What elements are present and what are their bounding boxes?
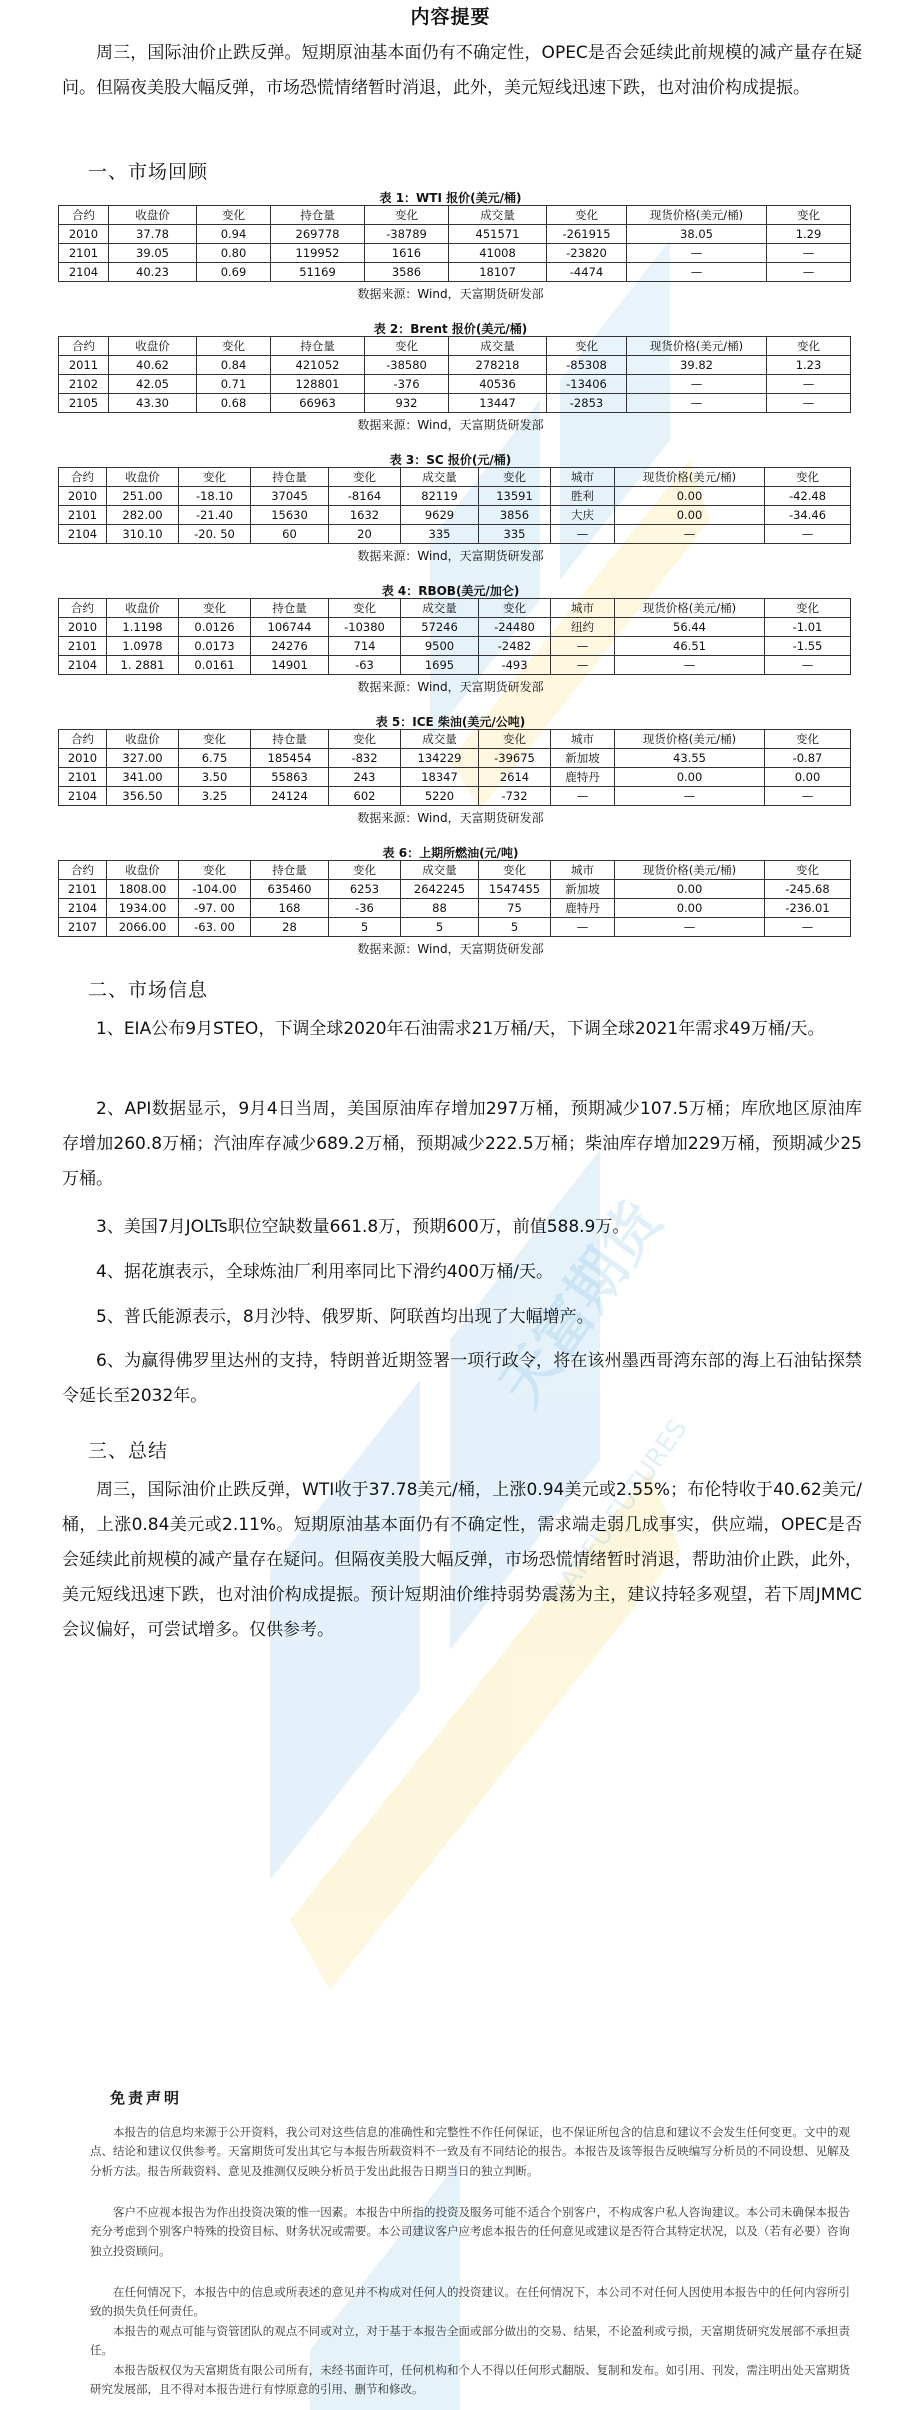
table-header-cell: 变化	[479, 468, 551, 487]
table-header-cell: 变化	[197, 337, 271, 356]
table-cell: 1.1198	[107, 618, 179, 637]
table-cell: 40.62	[109, 356, 197, 375]
table-cell: 5	[401, 918, 479, 937]
table-header-cell: 成交量	[401, 730, 479, 749]
table-cell: 20	[329, 525, 401, 544]
table-cell: 310.10	[107, 525, 179, 544]
table-cell: -0.87	[765, 749, 851, 768]
info-item-6: 6、为赢得佛罗里达州的支持，特朗普近期签署一项行政令，将在该州墨西哥湾东部的海上石油钻探禁令延长至2032年。	[62, 1351, 862, 1406]
table-source-rbob: 数据来源：Wind，天富期货研发部	[357, 680, 544, 694]
table-cell: —	[627, 263, 767, 282]
info-item-5: 5、普氏能源表示，8月沙特、俄罗斯、阿联酋均出现了大幅增产。	[96, 1307, 594, 1327]
table-cell: 2101	[59, 768, 107, 787]
table-cell: 0.68	[197, 394, 271, 413]
table-cell: 278218	[449, 356, 547, 375]
table-cell: —	[551, 637, 615, 656]
table-cell: -376	[365, 375, 449, 394]
table-cell: 2010	[59, 749, 107, 768]
table-header-cell: 变化	[479, 599, 551, 618]
table-cell: —	[551, 525, 615, 544]
table-cell: 41008	[449, 244, 547, 263]
table-header-cell: 变化	[329, 730, 401, 749]
table-header-cell: 城市	[551, 599, 615, 618]
watermark-brand-en: TIANFU FUTURES	[541, 1414, 694, 1615]
table-cell: —	[627, 244, 767, 263]
table-header-cell: 合约	[59, 599, 107, 618]
table-header-cell: 现货价格(美元/桶)	[627, 337, 767, 356]
table-cell: -38789	[365, 225, 449, 244]
table-header-cell: 成交量	[449, 337, 547, 356]
table-caption-brent: 表 2：Brent 报价(美元/桶)	[373, 322, 528, 336]
table-header-cell: 收盘价	[107, 599, 179, 618]
table-header-cell: 城市	[551, 861, 615, 880]
table-cell: 鹿特丹	[551, 899, 615, 918]
conclusion-paragraph: 周三，国际油价止跌反弹，WTI收于37.78美元/桶，上涨0.94美元或2.55%；布伦特收于40.62美元/桶，上涨0.84美元或2.11%。短期原油基本面仍有不确定性，需求端走弱几成事实，供应端，OPEC是否会延续此前规模的减产量存在疑问。但隔夜美股大幅反弹，市场恐慌情绪暂时消退，帮助油价止跌，此外，美元短线迅速下跌，也对油价构成提振。预计短期油价维持弱势震荡为主，建议持轻多观望，若下周JMMC会议偏好，可尝试增多。仅供参考。	[62, 1480, 862, 1640]
table-cell: -2482	[479, 637, 551, 656]
table-cell: 1. 2881	[107, 656, 179, 675]
table-header-cell: 持仓量	[271, 337, 365, 356]
table-ice	[58, 729, 851, 806]
table-header-cell: 变化	[547, 337, 627, 356]
table-cell: -245.68	[765, 880, 851, 899]
table-cell: 43.30	[109, 394, 197, 413]
table-header-cell: 成交量	[401, 599, 479, 618]
table-cell: 0.00	[615, 899, 765, 918]
table-cell: 55863	[251, 768, 329, 787]
table-cell: 0.80	[197, 244, 271, 263]
table-header-cell: 变化	[767, 206, 851, 225]
table-cell: 40.23	[109, 263, 197, 282]
table-header-cell: 现货价格(美元/桶)	[615, 468, 765, 487]
table-cell: -97. 00	[179, 899, 251, 918]
table-cell: -493	[479, 656, 551, 675]
table-cell: 2101	[59, 637, 107, 656]
table-cell: 新加坡	[551, 749, 615, 768]
table-cell: 356.50	[107, 787, 179, 806]
table-row	[59, 637, 851, 656]
table-cell: 1616	[365, 244, 449, 263]
table-row	[59, 749, 851, 768]
table-cell: 3586	[365, 263, 449, 282]
table-row	[59, 356, 851, 375]
table-cell: 0.00	[615, 506, 765, 525]
disclaimer-paragraph: 本报告的信息均来源于公开资料，我公司对这些信息的准确性和完整性不作任何保证，也不保证所包含的信息和建议不会发生任何变更。文中的观点、结论和建议仅供参考。天富期货可发出其它与本报告所载资料不一致及有不同结论的报告。本报告及该等报告反映编写分析员的不同设想、见解及分析方法。报告所载资料、意见及推测仅反映分析员于发出此报告日期当日的独立判断。	[90, 2125, 850, 2178]
table-cell: -18.10	[179, 487, 251, 506]
table-row	[59, 506, 851, 525]
table-header-cell: 成交量	[401, 468, 479, 487]
table-cell: 335	[401, 525, 479, 544]
table-cell: 341.00	[107, 768, 179, 787]
table-header-row	[59, 861, 851, 880]
table-cell: 1808.00	[107, 880, 179, 899]
table-cell: 251.00	[107, 487, 179, 506]
table-cell: 2614	[479, 768, 551, 787]
table-header-cell: 合约	[59, 861, 107, 880]
table-rbob	[58, 598, 851, 675]
table-cell: 2104	[59, 899, 107, 918]
disclaimer-title: 免责声明	[110, 2089, 183, 2107]
table-header-cell: 合约	[59, 468, 107, 487]
table-cell: -20. 50	[179, 525, 251, 544]
table-header-cell: 收盘价	[109, 206, 197, 225]
table-cell: 2010	[59, 487, 107, 506]
table-header-cell: 持仓量	[251, 468, 329, 487]
table-brent	[58, 336, 851, 413]
table-header-cell: 变化	[767, 337, 851, 356]
table-cell: 2101	[59, 880, 107, 899]
table-header-cell: 合约	[59, 730, 107, 749]
table-header-cell: 持仓量	[251, 599, 329, 618]
table-header-cell: 成交量	[401, 861, 479, 880]
table-cell: 18347	[401, 768, 479, 787]
table-cell: —	[551, 787, 615, 806]
table-cell: -1.01	[765, 618, 851, 637]
table-cell: 24124	[251, 787, 329, 806]
table-cell: -21.40	[179, 506, 251, 525]
table-row	[59, 880, 851, 899]
table-cell: 5	[329, 918, 401, 937]
table-cell: 纽约	[551, 618, 615, 637]
table-cell: —	[551, 656, 615, 675]
page-title: 内容提要	[410, 6, 491, 28]
table-source-wti: 数据来源：Wind，天富期货研发部	[357, 287, 544, 301]
table-cell: 18107	[449, 263, 547, 282]
table-cell: -63. 00	[179, 918, 251, 937]
table-source-ice: 数据来源：Wind，天富期货研发部	[357, 811, 544, 825]
table-cell: 66963	[271, 394, 365, 413]
table-cell: —	[627, 394, 767, 413]
table-cell: 0.00	[615, 880, 765, 899]
table-cell: -236.01	[765, 899, 851, 918]
table-caption-wti: 表 1：WTI 报价(美元/桶)	[379, 191, 522, 205]
section-heading-review: 一、市场回顾	[88, 161, 209, 183]
table-cell: 2011	[59, 356, 109, 375]
table-cell: -63	[329, 656, 401, 675]
table-cell: 15630	[251, 506, 329, 525]
table-cell: —	[767, 244, 851, 263]
table-cell: -10380	[329, 618, 401, 637]
table-header-cell: 变化	[179, 730, 251, 749]
table-cell: 56.44	[615, 618, 765, 637]
table-cell: —	[767, 394, 851, 413]
table-cell: 42.05	[109, 375, 197, 394]
table-source-fuel: 数据来源：Wind，天富期货研发部	[357, 942, 544, 956]
table-cell: -38580	[365, 356, 449, 375]
disclaimer-paragraph: 本报告的观点可能与资管团队的观点不同或对立，对于基于本报告全面或部分做出的交易、结果，不论盈利或亏损，天富期货研究发展部不承担责任。	[90, 2324, 850, 2358]
info-item-4: 4、据花旗表示，全球炼油厂利用率同比下滑约400万桶/天。	[96, 1262, 553, 1282]
table-cell: 39.05	[109, 244, 197, 263]
table-cell: -8164	[329, 487, 401, 506]
table-cell: 3.50	[179, 768, 251, 787]
table-row	[59, 394, 851, 413]
table-row	[59, 263, 851, 282]
table-row	[59, 525, 851, 544]
table-header-cell: 变化	[765, 599, 851, 618]
table-cell: 106744	[251, 618, 329, 637]
table-cell: -24480	[479, 618, 551, 637]
table-header-cell: 变化	[365, 337, 449, 356]
table-header-cell: 合约	[59, 206, 109, 225]
table-cell: 14901	[251, 656, 329, 675]
table-header-cell: 收盘价	[107, 861, 179, 880]
table-header-cell: 持仓量	[251, 730, 329, 749]
table-cell: 5	[479, 918, 551, 937]
table-cell: 168	[251, 899, 329, 918]
table-header-cell: 变化	[479, 730, 551, 749]
table-cell: —	[767, 263, 851, 282]
table-row	[59, 918, 851, 937]
table-source-brent: 数据来源：Wind，天富期货研发部	[357, 418, 544, 432]
table-cell: 0.00	[765, 768, 851, 787]
table-header-cell: 变化	[365, 206, 449, 225]
table-cell: 932	[365, 394, 449, 413]
table-header-cell: 变化	[479, 861, 551, 880]
table-cell: —	[551, 918, 615, 937]
table-cell: 2101	[59, 506, 107, 525]
table-header-cell: 变化	[197, 206, 271, 225]
table-header-cell: 现货价格(美元/桶)	[627, 206, 767, 225]
table-cell: 60	[251, 525, 329, 544]
table-cell: 46.51	[615, 637, 765, 656]
table-header-cell: 变化	[547, 206, 627, 225]
table-cell: —	[765, 525, 851, 544]
table-cell: 243	[329, 768, 401, 787]
table-cell: 327.00	[107, 749, 179, 768]
table-cell: -832	[329, 749, 401, 768]
table-cell: —	[765, 656, 851, 675]
table-cell: —	[615, 918, 765, 937]
table-header-cell: 城市	[551, 730, 615, 749]
table-cell: 9500	[401, 637, 479, 656]
table-source-sc: 数据来源：Wind，天富期货研发部	[357, 549, 544, 563]
table-caption-ice: 表 5：ICE 柴油(美元/公吨)	[375, 715, 526, 729]
table-cell: -85308	[547, 356, 627, 375]
table-cell: -4474	[547, 263, 627, 282]
table-header-cell: 变化	[765, 468, 851, 487]
table-cell: 3856	[479, 506, 551, 525]
table-cell: 新加坡	[551, 880, 615, 899]
table-cell: 282.00	[107, 506, 179, 525]
table-cell: 2104	[59, 525, 107, 544]
table-row	[59, 487, 851, 506]
table-header-cell: 持仓量	[271, 206, 365, 225]
table-cell: 13591	[479, 487, 551, 506]
table-header-cell: 变化	[329, 861, 401, 880]
table-row	[59, 899, 851, 918]
table-cell: -104.00	[179, 880, 251, 899]
table-caption-fuel: 表 6：上期所燃油(元/吨)	[382, 846, 519, 860]
table-cell: -39675	[479, 749, 551, 768]
table-header-cell: 变化	[179, 861, 251, 880]
table-cell: —	[765, 787, 851, 806]
table-cell: 2642245	[401, 880, 479, 899]
table-header-cell: 收盘价	[107, 730, 179, 749]
table-cell: 2107	[59, 918, 107, 937]
table-cell: 2101	[59, 244, 109, 263]
table-cell: 0.69	[197, 263, 271, 282]
table-header-cell: 现货价格(美元/桶)	[615, 599, 765, 618]
table-cell: -42.48	[765, 487, 851, 506]
table-header-cell: 变化	[179, 468, 251, 487]
table-wti	[58, 205, 851, 282]
table-cell: 335	[479, 525, 551, 544]
table-cell: 1.0978	[107, 637, 179, 656]
table-cell: 1632	[329, 506, 401, 525]
table-header-cell: 变化	[765, 730, 851, 749]
table-header-row	[59, 468, 851, 487]
table-header-cell: 变化	[765, 861, 851, 880]
table-cell: 82119	[401, 487, 479, 506]
table-cell: -23820	[547, 244, 627, 263]
table-cell: 43.55	[615, 749, 765, 768]
table-cell: 51169	[271, 263, 365, 282]
table-header-cell: 城市	[551, 468, 615, 487]
table-cell: 185454	[251, 749, 329, 768]
watermark-brand: 天富期货	[485, 1188, 675, 1419]
table-cell: 2104	[59, 787, 107, 806]
table-cell: 2010	[59, 225, 109, 244]
table-row	[59, 618, 851, 637]
table-cell: 602	[329, 787, 401, 806]
table-cell: 37.78	[109, 225, 197, 244]
table-cell: 大庆	[551, 506, 615, 525]
table-cell: 2104	[59, 656, 107, 675]
table-cell: 3.25	[179, 787, 251, 806]
table-cell: 0.71	[197, 375, 271, 394]
table-cell: 6.75	[179, 749, 251, 768]
table-cell: 1547455	[479, 880, 551, 899]
table-cell: 0.0161	[179, 656, 251, 675]
table-cell: —	[615, 656, 765, 675]
table-cell: -34.46	[765, 506, 851, 525]
table-row	[59, 225, 851, 244]
table-sc	[58, 467, 851, 544]
table-header-cell: 合约	[59, 337, 109, 356]
table-row	[59, 787, 851, 806]
table-header-row	[59, 337, 851, 356]
table-cell: 1695	[401, 656, 479, 675]
table-cell: 57246	[401, 618, 479, 637]
table-cell: 24276	[251, 637, 329, 656]
table-cell: —	[765, 918, 851, 937]
table-cell: 1.29	[767, 225, 851, 244]
section-heading-summary: 三、总结	[88, 1440, 169, 1462]
table-caption-rbob: 表 4：RBOB(美元/加仑)	[381, 584, 520, 598]
info-item-2: 2、API数据显示，9月4日当周，美国原油库存增加297万桶，预期减少107.5万桶；库欣地区原油库存增加260.8万桶；汽油库存减少689.2万桶，预期减少222.5万桶；柴油库存增加229万桶，预期减少25万桶。	[62, 1099, 862, 1189]
info-item-3: 3、美国7月JOLTs职位空缺数量661.8万，预期600万，前值588.9万。	[96, 1217, 630, 1237]
table-cell: 28	[251, 918, 329, 937]
table-header-cell: 变化	[329, 468, 401, 487]
table-cell: 胜利	[551, 487, 615, 506]
table-cell: 714	[329, 637, 401, 656]
table-row	[59, 768, 851, 787]
table-cell: —	[615, 525, 765, 544]
table-cell: 451571	[449, 225, 547, 244]
table-cell: -732	[479, 787, 551, 806]
table-cell: 2105	[59, 394, 109, 413]
table-cell: 37045	[251, 487, 329, 506]
disclaimer-paragraph: 在任何情况下，本报告中的信息或所表述的意见并不构成对任何人的投资建议。在任何情况下，本公司不对任何人因使用本报告中的任何内容所引致的损失负任何责任。	[90, 2285, 850, 2319]
table-cell: -36	[329, 899, 401, 918]
table-cell: 鹿特丹	[551, 768, 615, 787]
table-header-row	[59, 206, 851, 225]
summary-paragraph: 周三，国际油价止跌反弹。短期原油基本面仍有不确定性，OPEC是否会延续此前规模的减产量存在疑问。但隔夜美股大幅反弹，市场恐慌情绪暂时消退，此外，美元短线迅速下跌，也对油价构成提振。	[62, 43, 862, 98]
disclaimer-paragraph: 本报告版权仅为天富期货有限公司所有，未经书面许可，任何机构和个人不得以任何形式翻版、复制和发布。如引用、刊发，需注明出处天富期货研究发展部，且不得对本报告进行有悖原意的引用、删节和修改。	[90, 2363, 850, 2397]
table-header-cell: 现货价格(美元/桶)	[615, 730, 765, 749]
section-heading-info: 二、市场信息	[88, 979, 209, 1001]
table-cell: 0.00	[615, 487, 765, 506]
table-caption-sc: 表 3：SC 报价(元/桶)	[389, 453, 512, 467]
table-header-cell: 变化	[179, 599, 251, 618]
table-row	[59, 244, 851, 263]
table-header-cell: 现货价格(美元/桶)	[615, 861, 765, 880]
table-cell: 1934.00	[107, 899, 179, 918]
table-cell: 269778	[271, 225, 365, 244]
table-row	[59, 656, 851, 675]
table-cell: 88	[401, 899, 479, 918]
table-cell: 75	[479, 899, 551, 918]
table-cell: 0.84	[197, 356, 271, 375]
table-cell: —	[615, 787, 765, 806]
table-cell: -261915	[547, 225, 627, 244]
table-cell: 2010	[59, 618, 107, 637]
table-cell: 6253	[329, 880, 401, 899]
table-cell: 128801	[271, 375, 365, 394]
table-cell: -1.55	[765, 637, 851, 656]
table-cell: 40536	[449, 375, 547, 394]
table-cell: 38.05	[627, 225, 767, 244]
table-cell: 9629	[401, 506, 479, 525]
table-row	[59, 375, 851, 394]
table-cell: 134229	[401, 749, 479, 768]
table-cell: —	[627, 375, 767, 394]
table-header-cell: 变化	[329, 599, 401, 618]
table-header-cell: 成交量	[449, 206, 547, 225]
table-cell: 635460	[251, 880, 329, 899]
table-header-row	[59, 599, 851, 618]
info-item-1: 1、EIA公布9月STEO，下调全球2020年石油需求21万桶/天，下调全球2021年需求49万桶/天。	[96, 1019, 825, 1039]
table-cell: 0.0173	[179, 637, 251, 656]
table-cell: 5220	[401, 787, 479, 806]
table-header-cell: 持仓量	[251, 861, 329, 880]
table-cell: 2066.00	[107, 918, 179, 937]
table-cell: 1.23	[767, 356, 851, 375]
disclaimer-paragraph: 客户不应视本报告为作出投资决策的惟一因素。本报告中所指的投资及服务可能不适合个别客户，不构成客户私人咨询建议。本公司未确保本报告充分考虑到个别客户特殊的投资目标、财务状况或需要。本公司建议客户应考虑本报告的任何意见或建议是否符合其特定状况，以及（若有必要）咨询独立投资顾问。	[90, 2205, 850, 2258]
table-header-row	[59, 730, 851, 749]
table-cell: -2853	[547, 394, 627, 413]
table-header-cell: 收盘价	[109, 337, 197, 356]
table-cell: 2104	[59, 263, 109, 282]
table-cell: 13447	[449, 394, 547, 413]
table-cell: 39.82	[627, 356, 767, 375]
table-cell: 0.00	[615, 768, 765, 787]
table-cell: 0.94	[197, 225, 271, 244]
table-fuel	[58, 860, 851, 937]
table-cell: 0.0126	[179, 618, 251, 637]
table-cell: 421052	[271, 356, 365, 375]
table-cell: 119952	[271, 244, 365, 263]
table-cell: 2102	[59, 375, 109, 394]
table-header-cell: 收盘价	[107, 468, 179, 487]
table-cell: -13406	[547, 375, 627, 394]
table-cell: —	[767, 375, 851, 394]
